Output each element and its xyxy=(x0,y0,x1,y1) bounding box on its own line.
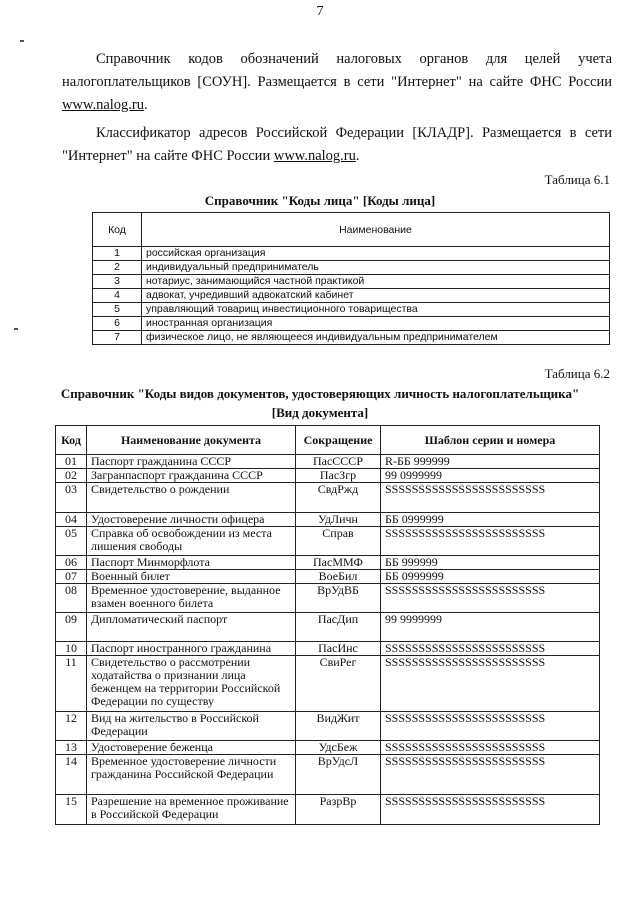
document-name-cell: Свидетельство о рассмотрении ходатайства о признании лица беженцем на территории Российской Федерации по существу xyxy=(87,656,296,712)
code-cell: 02 xyxy=(56,469,87,483)
table-row xyxy=(93,317,610,331)
template-cell: SSSSSSSSSSSSSSSSSSSSSSSS xyxy=(381,527,600,556)
code-cell: 13 xyxy=(56,741,87,755)
table-row xyxy=(56,795,600,825)
template-cell: SSSSSSSSSSSSSSSSSSSSSSSS xyxy=(381,483,600,513)
document-name-cell: Военный билет xyxy=(87,570,296,584)
document-name-cell: Дипломатический паспорт xyxy=(87,613,296,642)
template-cell: ББ 0999999 xyxy=(381,513,600,527)
template-cell: R-ББ 999999 xyxy=(381,455,600,469)
name-cell: российская организация xyxy=(142,247,610,261)
code-cell: 03 xyxy=(56,483,87,513)
code-cell: 04 xyxy=(56,513,87,527)
document-name-cell: Свидетельство о рождении xyxy=(87,483,296,513)
column-header: Код xyxy=(56,426,87,455)
code-cell: 14 xyxy=(56,755,87,795)
document-name-cell: Паспорт Минморфлота xyxy=(87,556,296,570)
table-row xyxy=(56,556,600,570)
paragraph-kladr: Классификатор адресов Российской Федерации [КЛАДР]. Размещается в сети "Интернет" на сайте ФНС России www.nalog.ru. xyxy=(62,125,612,164)
code-cell: 09 xyxy=(56,613,87,642)
document-name-cell: Удостоверение личности офицера xyxy=(87,513,296,527)
table-row xyxy=(93,331,610,345)
name-cell: физическое лицо, не являющееся индивидуальным предпринимателем xyxy=(142,331,610,345)
abbreviation-cell: ПасДип xyxy=(296,613,381,642)
code-cell: 01 xyxy=(56,455,87,469)
document-name-cell: Временное удостоверение, выданное взамен военного билета xyxy=(87,584,296,613)
code-cell: 15 xyxy=(56,795,87,825)
document-name-cell: Паспорт гражданина СССР xyxy=(87,455,296,469)
document-name-cell: Удостоверение беженца xyxy=(87,741,296,755)
column-header: Наименование документа xyxy=(87,426,296,455)
abbreviation-cell: РазрВр xyxy=(296,795,381,825)
document-name-cell: Загранпаспорт гражданина СССР xyxy=(87,469,296,483)
table-row xyxy=(93,275,610,289)
abbreviation-cell: ПасИнс xyxy=(296,642,381,656)
table-row xyxy=(56,455,600,469)
abbreviation-cell: УдЛичн xyxy=(296,513,381,527)
template-cell: ББ 999999 xyxy=(381,556,600,570)
template-cell: 99 9999999 xyxy=(381,613,600,642)
table-row xyxy=(56,527,600,556)
name-cell: иностранная организация xyxy=(142,317,610,331)
code-cell: 10 xyxy=(56,642,87,656)
document-name-cell: Временное удостоверение личности гражданина Российской Федерации xyxy=(87,755,296,795)
template-cell: SSSSSSSSSSSSSSSSSSSSSSSS xyxy=(381,712,600,741)
table-row xyxy=(56,570,600,584)
table-row xyxy=(56,483,600,513)
code-cell: 3 xyxy=(93,275,142,289)
person-codes-table xyxy=(92,212,610,345)
code-cell: 1 xyxy=(93,247,142,261)
document-name-cell: Справка об освобождении из места лишения свободы xyxy=(87,527,296,556)
table-row xyxy=(56,469,600,483)
table-row xyxy=(93,303,610,317)
abbreviation-cell: СвиРег xyxy=(296,656,381,712)
template-cell: SSSSSSSSSSSSSSSSSSSSSSSS xyxy=(381,741,600,755)
document-name-cell: Разрешение на временное проживание в Российской Федерации xyxy=(87,795,296,825)
code-cell: 11 xyxy=(56,656,87,712)
name-cell: адвокат, учредивший адвокатский кабинет xyxy=(142,289,610,303)
table-row xyxy=(56,712,600,741)
column-header: Код xyxy=(93,213,142,247)
code-cell: 7 xyxy=(93,331,142,345)
code-cell: 06 xyxy=(56,556,87,570)
table-row xyxy=(56,741,600,755)
table-row xyxy=(56,642,600,656)
column-header: Наименование xyxy=(142,213,610,247)
code-cell: 2 xyxy=(93,261,142,275)
document-name-cell: Вид на жительство в Российской Федерации xyxy=(87,712,296,741)
abbreviation-cell: ВоеБил xyxy=(296,570,381,584)
code-cell: 12 xyxy=(56,712,87,741)
abbreviation-cell: СвдРжд xyxy=(296,483,381,513)
table-row xyxy=(56,613,600,642)
scan-mark xyxy=(20,40,24,42)
table-row xyxy=(93,289,610,303)
scan-mark xyxy=(14,328,18,330)
table-label: Таблица 6.1 xyxy=(544,172,610,187)
abbreviation-cell: ПасЗгр xyxy=(296,469,381,483)
paragraph-link[interactable]: www.nalog.ru xyxy=(273,148,356,164)
paragraph-text: Классификатор адресов Российской Федерации [КЛАДР]. Размещается в сети "Интернет" на сайте ФНС России xyxy=(62,125,612,164)
code-cell: 07 xyxy=(56,570,87,584)
table-row xyxy=(56,584,600,613)
table-title: Справочник "Коды видов документов, удостоверяющих личность налогоплательщика" xyxy=(60,386,580,401)
template-cell: ББ 0999999 xyxy=(381,570,600,584)
abbreviation-cell: ВрУдсЛ xyxy=(296,755,381,795)
table-row xyxy=(56,755,600,795)
table-row xyxy=(93,247,610,261)
template-cell: 99 0999999 xyxy=(381,469,600,483)
code-cell: 08 xyxy=(56,584,87,613)
template-cell: SSSSSSSSSSSSSSSSSSSSSSSS xyxy=(381,795,600,825)
name-cell: индивидуальный предприниматель xyxy=(142,261,610,275)
code-cell: 4 xyxy=(93,289,142,303)
template-cell: SSSSSSSSSSSSSSSSSSSSSSSS xyxy=(381,642,600,656)
paragraph-soun: Справочник кодов обозначений налоговых органов для целей учета налогоплательщиков [СОУН]. Размещается в сети "Интернет" на сайте ФНС России www.nalog.ru. xyxy=(62,51,612,113)
document-types-table xyxy=(55,425,600,825)
table-label: Таблица 6.2 xyxy=(544,366,610,381)
code-cell: 5 xyxy=(93,303,142,317)
table-title: Справочник "Коды лица" [Коды лица] xyxy=(204,193,436,208)
page-number: 7 xyxy=(316,4,324,19)
table-title-ref: [Вид документа] xyxy=(271,405,369,420)
table-row xyxy=(56,656,600,712)
abbreviation-cell: ПасСССР xyxy=(296,455,381,469)
template-cell: SSSSSSSSSSSSSSSSSSSSSSSS xyxy=(381,584,600,613)
code-cell: 6 xyxy=(93,317,142,331)
template-cell: SSSSSSSSSSSSSSSSSSSSSSSS xyxy=(381,755,600,795)
abbreviation-cell: УдсБеж xyxy=(296,741,381,755)
table-row xyxy=(93,261,610,275)
abbreviation-cell: ВидЖит xyxy=(296,712,381,741)
document-name-cell: Паспорт иностранного гражданина xyxy=(87,642,296,656)
abbreviation-cell: ПасММФ xyxy=(296,556,381,570)
paragraph-text: Справочник кодов обозначений налоговых органов для целей учета налогоплательщиков [СОУН]. Размещается в сети "Интернет" на сайте ФНС России xyxy=(62,51,612,90)
table-row xyxy=(56,513,600,527)
abbreviation-cell: ВрУдВБ xyxy=(296,584,381,613)
code-cell: 05 xyxy=(56,527,87,556)
column-header: Шаблон серии и номера xyxy=(381,426,600,455)
abbreviation-cell: Справ xyxy=(296,527,381,556)
template-cell: SSSSSSSSSSSSSSSSSSSSSSSS xyxy=(381,656,600,712)
paragraph-link[interactable]: www.nalog.ru xyxy=(62,97,145,113)
column-header: Сокращение xyxy=(296,426,381,455)
name-cell: управляющий товарищ инвестиционного товарищества xyxy=(142,303,610,317)
name-cell: нотариус, занимающийся частной практикой xyxy=(142,275,610,289)
